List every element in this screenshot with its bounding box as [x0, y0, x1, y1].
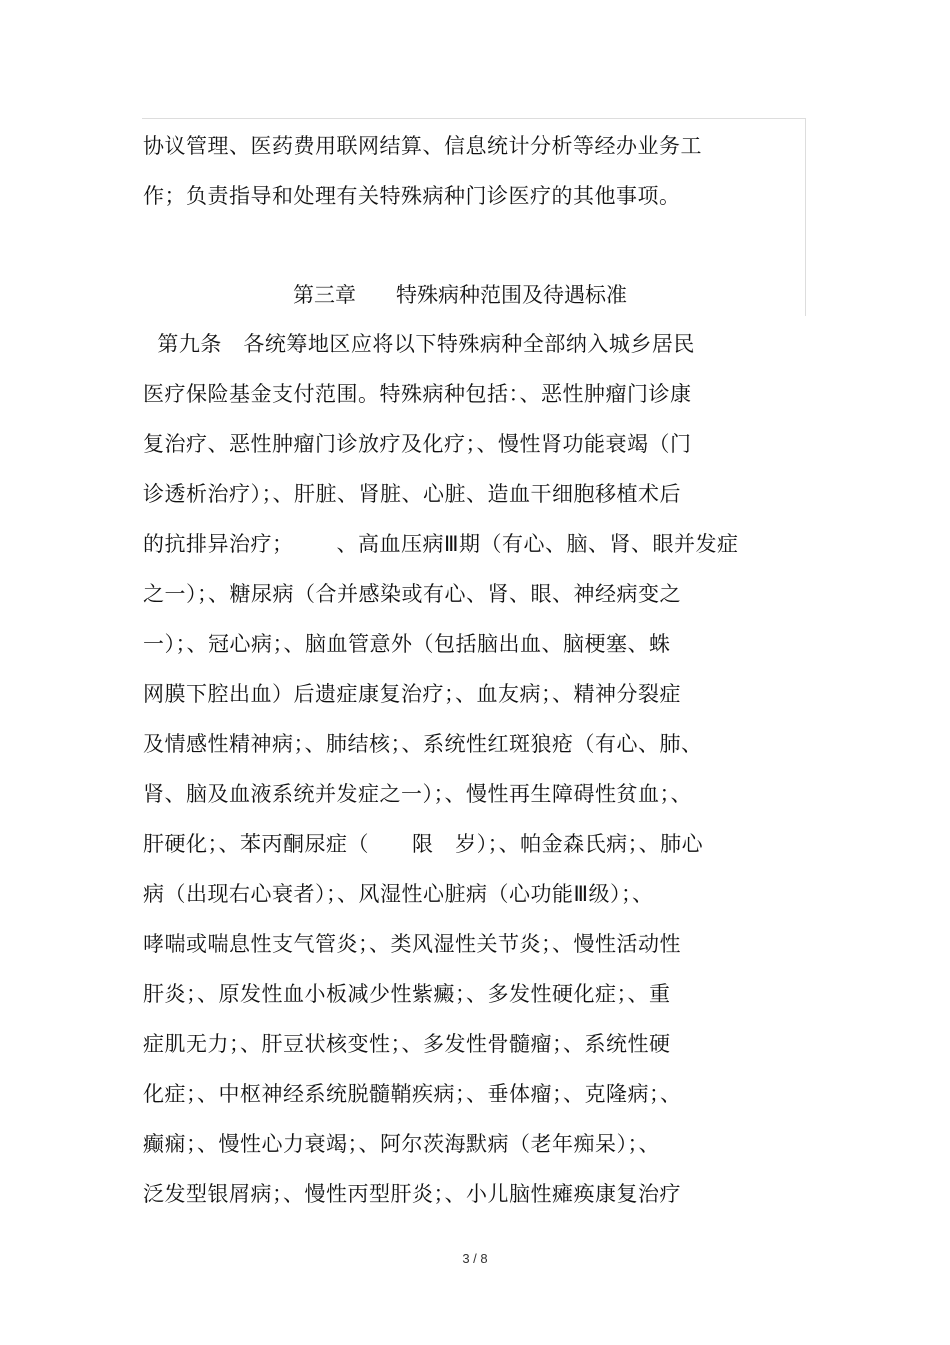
page-number: 3 / 8: [462, 1251, 488, 1266]
article-line-17: 癫痫；、慢性心力衰竭；、阿尔茨海默病（老年痴呆）；、: [143, 1132, 660, 1156]
article-line-9: 及情感性精神病；、肺结核；、系统性红斑狼疮（有心、肺、: [143, 732, 703, 756]
article-line-6: 之一）；、糖尿病（合并感染或有心、肾、眼、神经病变之: [143, 582, 681, 606]
intro-line-2: 作；负责指导和处理有关特殊病种门诊医疗的其他事项。: [143, 184, 681, 208]
article-line-3: 复治疗、恶性肿瘤门诊放疗及化疗；、慢性肾功能衰竭（门: [143, 432, 692, 456]
article-line-18: 泛发型银屑病；、慢性丙型肝炎；、小儿脑性瘫痪康复治疗: [143, 1182, 681, 1206]
article-line-5: 的抗排异治疗； 、高血压病Ⅲ期（有心、脑、肾、眼并发症: [143, 532, 739, 556]
article-line-15: 症肌无力；、肝豆状核变性；、多发性骨髓瘤；、系统性硬: [143, 1032, 671, 1056]
intro-line-1: 协议管理、医药费用联网结算、信息统计分析等经办业务工: [143, 134, 702, 158]
article-line-11: 肝硬化；、苯丙酮尿症（ 限 岁）；、帕金森氏病；、肺心: [143, 832, 704, 856]
article-line-2: 医疗保险基金支付范围。特殊病种包括：、恶性肿瘤门诊康: [143, 382, 692, 406]
chapter-title: 第三章 特殊病种范围及待遇标准: [292, 283, 628, 307]
article-line-14: 肝炎；、原发性血小板减少性紫癜；、多发性硬化症；、重: [143, 982, 671, 1006]
article-line-7: 一）；、冠心病；、脑血管意外（包括脑出血、脑梗塞、蛛: [143, 632, 671, 656]
article-line-8: 网膜下腔出血）后遗症康复治疗；、血友病；、精神分裂症: [143, 682, 681, 706]
article-line-13: 哮喘或喘息性支气管炎；、类风湿性关节炎；、慢性活动性: [143, 932, 681, 956]
article-line-12: 病（出现右心衰者）；、风湿性心脏病（心功能Ⅲ级）；、: [143, 882, 654, 906]
article-line-10: 肾、脑及血液系统并发症之一）；、慢性再生障碍性贫血；、: [143, 782, 692, 806]
article-line-1: 第九条 各统筹地区应将以下特殊病种全部纳入城乡居民: [143, 332, 695, 356]
article-line-4: 诊透析治疗）；、肝脏、肾脏、心脏、造血干细胞移植术后: [143, 482, 681, 506]
article-line-16: 化症；、中枢神经系统脱髓鞘疾病；、垂体瘤；、克隆病；、: [143, 1082, 682, 1106]
